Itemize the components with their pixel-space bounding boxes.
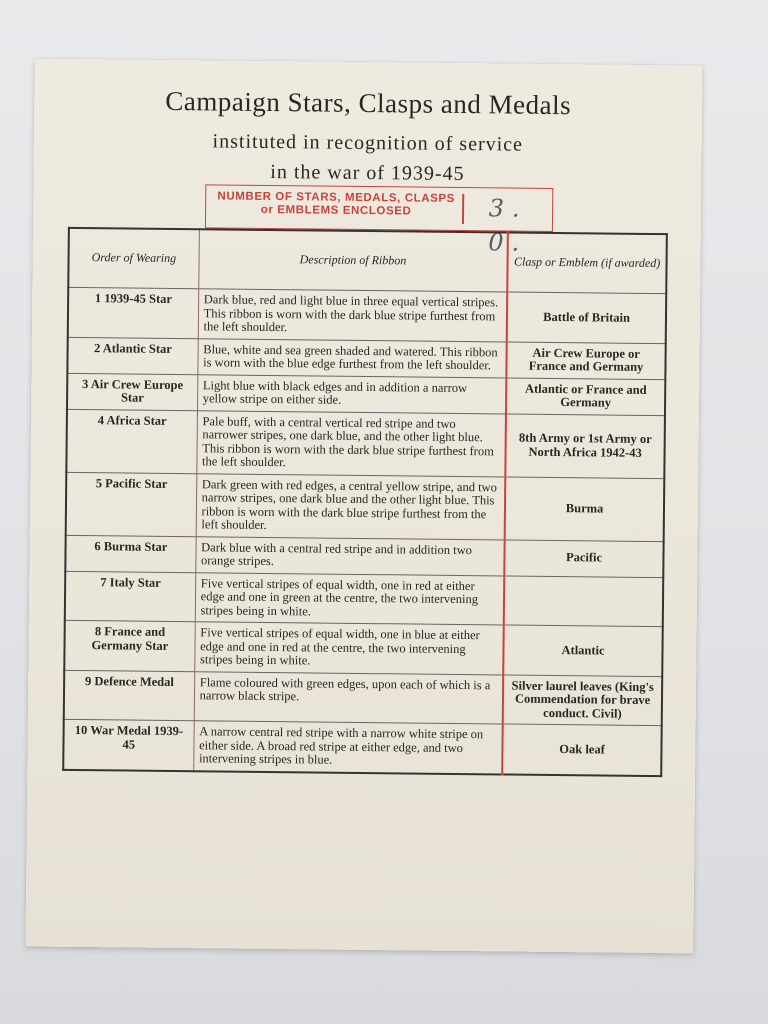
order-cell: 4 Africa Star [66,409,197,473]
description-cell: Five vertical stripes of equal width, one in blue at either edge and one in red at the centre, the two intervening stripes being in white. [194,622,504,675]
table-row [68,287,666,343]
clasp-cell: Air Crew Europe or France and Germany [507,341,666,379]
description-cell: Dark green with red edges, a central yellow stripe, and two narrow stripes, one dark blue and the other light blue. This ribbon is worn with the dark blue stripe furthest from the left shoulder. [196,473,506,539]
clasp-cell: Atlantic or France and Germany [506,377,665,415]
description-cell: Light blue with black edges and in addition a narrow yellow stripe on either side. [197,374,506,413]
order-cell: 9 Defence Medal [64,670,195,721]
clasp-cell: Atlantic [503,625,662,676]
order-cell: 2 Atlantic Star [67,337,198,374]
clasp-cell: Silver laurel leaves (King's Commendation for brave conduct. Civil) [503,674,662,725]
medals-table [62,227,668,777]
card-subtitle-line1: instituted in recognition of service [212,130,524,156]
enclosed-count-stamp [205,184,553,257]
clasp-cell: Oak leaf [502,724,661,776]
order-cell: 3 Air Crew Europe Star [67,373,198,410]
table-row [67,337,665,379]
table-row [63,719,661,775]
order-cell: 1 1939-45 Star [68,287,199,338]
header-description: Description of Ribbon [198,229,508,292]
description-cell: Dark blue, red and light blue in three equal vertical stripes. This ribbon is worn with the dark blue stripe furthest from the left shoulder. [198,289,508,342]
description-cell: Pale buff, with a central vertical red stripe and two narrower stripes, one dark blue, and the other light blue. This ribbon is worn with the dark blue stripe furthest from the left shoulder. [196,410,506,476]
table-row [67,373,665,415]
order-cell: 7 Italy Star [65,571,196,622]
clasp-cell: 8th Army or 1st Army or North Africa 1942-43 [506,413,665,478]
table-header-row [68,228,667,294]
description-cell: Flame coloured with green edges, upon each of which is a narrow black stripe. [194,671,504,724]
stamp-label: NUMBER OF STARS, MEDALS, CLASPS or EMBLEMS ENCLOSED [217,190,456,218]
stamp-count: 3. 0. [488,194,528,257]
clasp-cell [504,575,663,626]
description-cell: Five vertical stripes of equal width, one in red at either edge and one in green at the centre, the two intervening stripes being in white. [195,572,505,625]
description-cell: Blue, white and sea green shaded and watered. This ribbon is worn with the blue edge furthest from the left shoulder. [198,338,507,377]
header-clasp: Clasp or Emblem (if awarded) [507,232,666,293]
order-cell: 10 War Medal 1939-45 [63,719,194,770]
clasp-cell: Pacific [504,539,663,577]
clasp-cell: Battle of Britain [507,292,666,343]
card-title: Campaign Stars, Clasps and Medals [165,85,572,121]
header-order: Order of Wearing [68,228,199,289]
table-row [66,472,665,541]
table-row [65,535,663,577]
order-cell: 5 Pacific Star [66,472,197,536]
description-cell: Dark blue with a central red stripe and in addition two orange stripes. [195,536,504,575]
order-cell: 6 Burma Star [65,535,196,572]
order-cell: 8 France and Germany Star [64,620,195,671]
clasp-cell: Burma [505,476,664,541]
table-row [66,409,665,478]
table-row [64,620,662,676]
medal-card [25,59,702,954]
table-row [65,571,663,627]
stamp-divider [462,194,464,224]
table-row [64,670,662,726]
card-subtitle-line2: in the war of 1939-45 [270,161,465,186]
description-cell: A narrow central red stripe with a narrow white stripe on either side. A broad red stripe at either edge, and two intervening stripes in blue. [193,721,503,774]
